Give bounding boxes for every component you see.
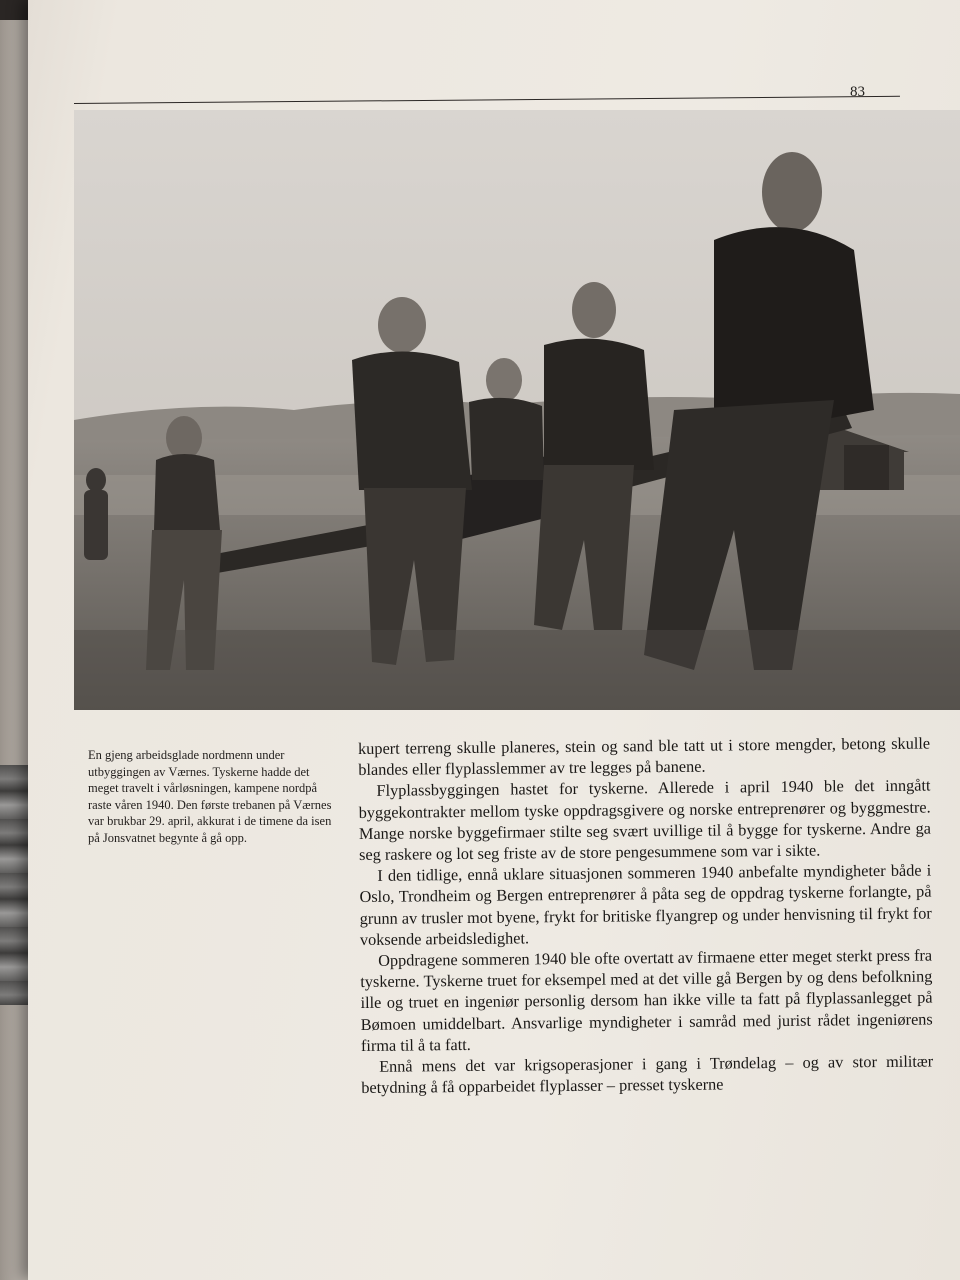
book-page (28, 0, 960, 1280)
paragraph: kupert terreng skulle planeres, stein og sand ble tatt ut i store mengder, betong skulle blandes eller flyplasslemmer av tre legges på banene. (358, 733, 931, 780)
body-text (358, 733, 933, 1099)
paragraph: I den tidlige, ennå uklare situasjonen sommeren 1940 anbefalte myndigheter både i Oslo, Trondheim og Bergen entreprenører å påta seg de oppdrag tyskerne forlangte, på grunn av trusler mot byene, frykt for britiske flyangrep og under henvisning til frykt for voksende arbeidsledighet. (359, 860, 932, 949)
paragraph: Flyplassbyggingen hastet for tyskerne. Allerede i april 1940 ble det inngått byggekontrakter mellom tyske oppdragsgivere og norske entreprenører og byggmestre. Mange norske byggefirmaer stilte seg svært uvillige til å bygge for tyskerne. Andre ga seg raskere og lot seg friste av de store pengesummene som var i sikte. (358, 775, 931, 865)
paragraph: Ennå mens det var krigsoperasjoner i gang i Trøndelag – og av stor militær betydning å få opparbeidet flyplasser – presset tyskerne (361, 1051, 934, 1098)
historical-photo-workers-carrying-beam-icon (74, 110, 960, 710)
photo-caption: En gjeng arbeidsglade nordmenn under utbyggingen av Værnes. Tyskerne hadde det meget travelt i vårløsningen, kampene nordpå raste våren 1940. Den første trebanen på Værnes var brukbar 29. april, akkurat i de timene da isen på Jonsvatnet begynte å gå opp. (88, 748, 332, 845)
page-number: 83 (850, 84, 865, 100)
header-rule (74, 96, 900, 104)
paragraph: Oppdragene sommeren 1940 ble ofte overtatt av firmaene etter meget sterkt press fra tyskerne. Tyskerne truet for eksempel med at det ville gå Bergen by og dens befolkning ille og truet en ingeniør personlig dersom han ikke ville ta fatt på flyplassanlegget på Bømoen umiddelbart. Ansvarlige myndigheter i samråd med jurist rådet ingeniørens firma til å ta fatt. (360, 945, 933, 1055)
archival-photograph (74, 110, 960, 710)
